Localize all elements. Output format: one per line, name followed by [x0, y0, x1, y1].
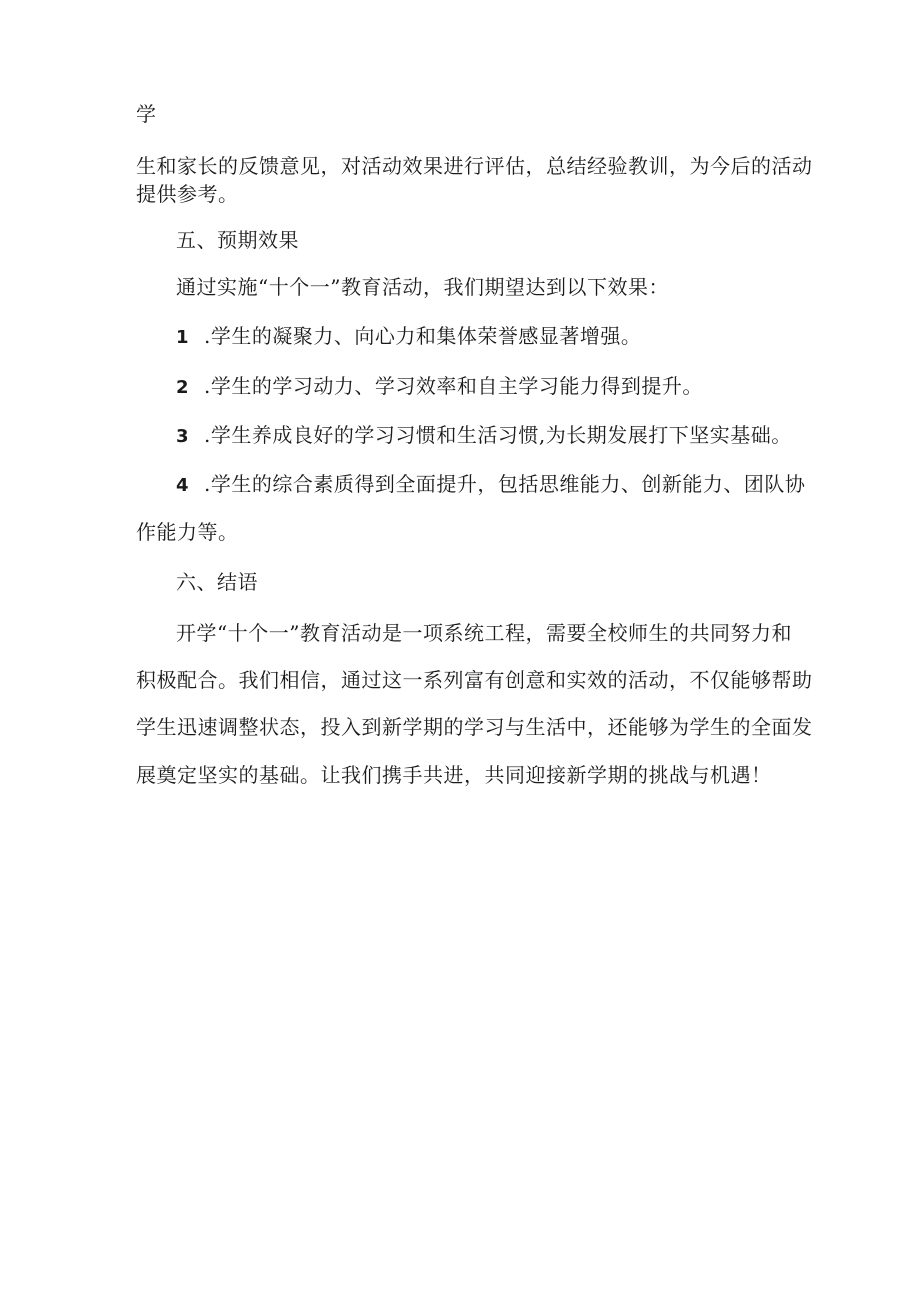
list-item-4	[176, 470, 806, 500]
list-item-number: 2	[176, 377, 190, 398]
conclusion-line-4: 展奠定坚实的基础。让我们携手共进，共同迎接新学期的挑战与机遇！	[136, 763, 772, 787]
list-item-3	[176, 421, 796, 451]
list-item-4-continuation: 作能力等。	[136, 520, 239, 544]
list-item-number: 4	[176, 475, 190, 496]
list-item-text: .学生的综合素质得到全面提升，包括思维能力、创新能力、团队协	[204, 472, 806, 496]
list-item-number: 3	[176, 426, 190, 447]
list-item-number: 1	[176, 327, 190, 348]
section5-intro: 通过实施“十个一”教育活动，我们期望达到以下效果：	[176, 275, 669, 299]
section6-heading: 六、结语	[176, 570, 258, 594]
section5-heading: 五、预期效果	[176, 228, 299, 252]
list-item-text: .学生养成良好的学习习惯和生活习惯,为长期发展打下坚实基础。	[204, 423, 792, 447]
conclusion-line-3: 学生迅速调整状态，投入到新学期的学习与生活中，还能够为学生的全面发	[136, 715, 813, 739]
list-item-text: .学生的学习动力、学习效率和自主学习能力得到提升。	[204, 374, 703, 398]
continuation-line-1: 生和家长的反馈意见，对活动效果进行评估，总结经验教训，为今后的活动	[136, 154, 813, 178]
conclusion-line-1: 开学“十个一”教育活动是一项系统工程，需要全校师生的共同努力和	[176, 621, 792, 645]
conclusion-line-2: 积极配合。我们相信，通过这一系列富有创意和实效的活动，不仅能够帮助	[136, 668, 813, 692]
fragment-line: 学	[136, 102, 157, 126]
list-item-2	[176, 372, 796, 402]
list-item-text: .学生的凝聚力、向心力和集体荣誉感显著增强。	[204, 324, 642, 348]
list-item-1	[176, 322, 796, 352]
continuation-line-2: 提供参考。	[136, 182, 239, 206]
